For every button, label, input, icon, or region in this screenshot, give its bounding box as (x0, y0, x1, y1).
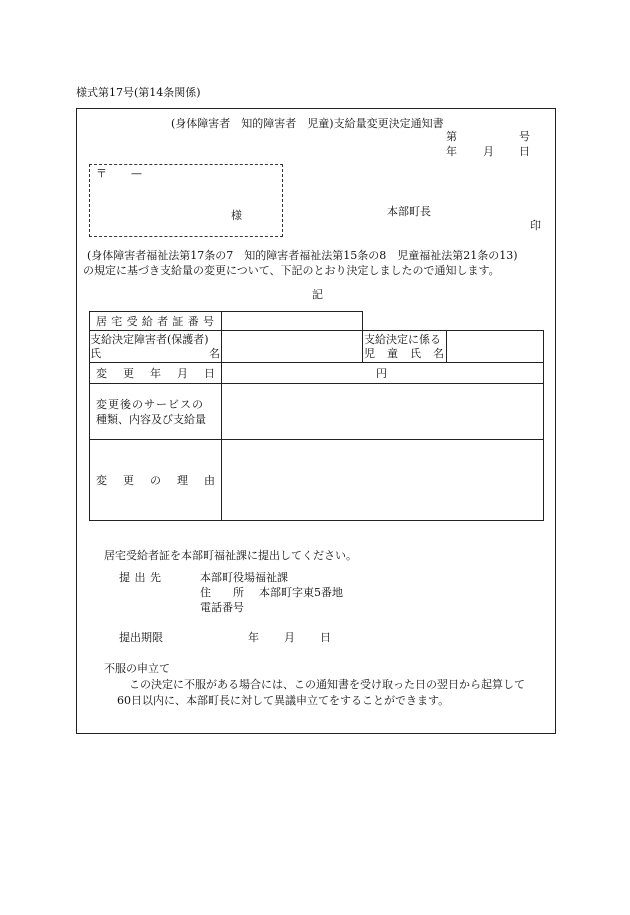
date-year: 年 (446, 145, 457, 158)
table-line (89, 520, 544, 521)
submit-to-label: 提 出 先 (119, 571, 161, 584)
objection-heading: 不服の申立て (104, 662, 170, 675)
objection-line-2: 60日以内に、本部町長に対して異議申立てをすることができます。 (117, 694, 450, 707)
doc-number-suffix: 号 (519, 130, 530, 143)
address-box (89, 164, 283, 237)
table-line (89, 311, 363, 312)
objection-line-1: この決定に不服がある場合には、この通知書を受け取った日の翌日から起算して (129, 678, 525, 691)
label-recipient-2a: 氏 (90, 347, 101, 360)
postal-mark: 〒 (96, 167, 107, 180)
date-day: 日 (519, 145, 530, 158)
table-line (446, 330, 447, 363)
table-line (362, 311, 363, 363)
table-line (89, 330, 544, 331)
label-service-1: 変更後のサービスの (96, 398, 204, 411)
doc-number-prefix: 第 (446, 130, 457, 143)
submit-address-label: 住 所 (200, 586, 244, 599)
seal-mark: 印 (530, 219, 541, 232)
label-child-1: 支給決定に係る (364, 333, 441, 346)
body-line-2: の規定に基づき支給量の変更について、下記のとおり決定しましたので通知します。 (83, 264, 500, 277)
label-child-2: 児 童 氏 名 (364, 347, 444, 360)
table-line (221, 311, 222, 521)
submit-phone-label: 電話番号 (200, 601, 244, 614)
deadline-label: 提出期限 (119, 631, 163, 644)
table-line (89, 439, 544, 440)
form-number: 様式第17号(第14条関係) (76, 86, 201, 99)
deadline-year: 年 (248, 631, 259, 644)
ki-heading: 記 (312, 288, 323, 301)
submission-notice: 居宅受給者証を本部町福祉課に提出してください。 (104, 549, 357, 562)
submit-office: 本部町役場福祉課 (200, 571, 288, 584)
label-recipient-2b: 名 (209, 347, 220, 360)
yen-mark: 円 (376, 367, 387, 380)
label-recipient-1: 支給決定障害者(保護者) (90, 333, 209, 346)
date-month: 月 (483, 145, 494, 158)
honorific: 様 (231, 209, 242, 222)
submit-address-value: 本部町字東5番地 (259, 586, 343, 599)
table-line (89, 362, 544, 363)
deadline-day: 日 (320, 631, 331, 644)
body-line-1: (身体障害者福祉法第17条の7 知的障害者福祉法第15条の8 児童福祉法第21条の13) (87, 249, 518, 262)
table-line (89, 383, 544, 384)
form-title: (身体障害者 知的障害者 児童)支給量変更決定通知書 (171, 117, 444, 130)
deadline-month: 月 (284, 631, 295, 644)
postal-dash: — (131, 167, 142, 180)
label-change-date: 変 更 年 月 日 (96, 367, 215, 380)
label-service-2: 種類、内容及び支給量 (96, 413, 206, 426)
label-cert-number: 居 宅 受 給 者 証 番 号 (96, 315, 215, 328)
sender-title: 本部町長 (387, 205, 431, 218)
table-line (543, 330, 544, 521)
label-reason: 変 更 の 理 由 (96, 474, 215, 487)
